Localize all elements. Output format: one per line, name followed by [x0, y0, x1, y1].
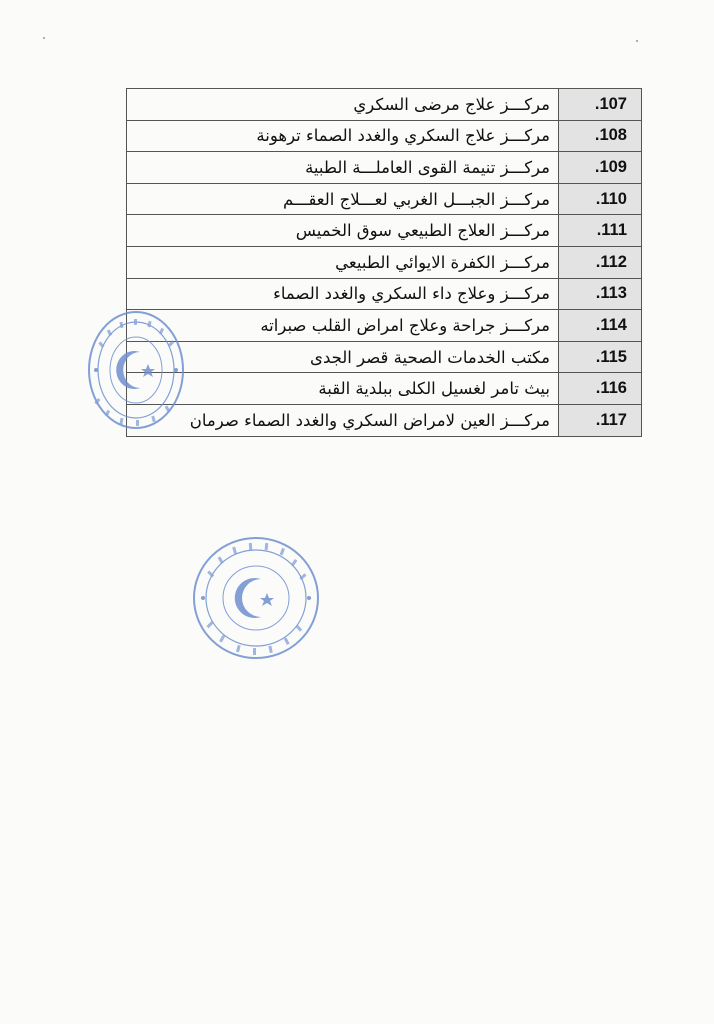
table-row	[127, 373, 642, 405]
facility-name-cell: مركـــز علاج مرضى السكري	[127, 89, 559, 121]
table-row	[127, 89, 642, 121]
table-row	[127, 310, 642, 342]
row-number-cell: .116	[559, 373, 642, 405]
table-row	[127, 152, 642, 184]
facility-name-cell: مركـــز جراحة وعلاج امراض القلب صبراته	[127, 310, 559, 342]
row-number-cell: .115	[559, 341, 642, 373]
row-number-cell: .112	[559, 246, 642, 278]
table-row	[127, 404, 642, 436]
table-row	[127, 278, 642, 310]
facility-name-cell: مركـــز تنيمة القوى العاملـــة الطبية	[127, 152, 559, 184]
facility-name-cell: مكتب الخدمات الصحية قصر الجدى	[127, 341, 559, 373]
facility-name-cell: مركـــز الكفرة الايوائي الطبيعي	[127, 246, 559, 278]
row-number-cell: .113	[559, 278, 642, 310]
table-row	[127, 246, 642, 278]
facility-name-cell: مركـــز العين لامراض السكري والغدد الصماء صرمان	[127, 404, 559, 436]
facility-name-cell: مركـــز وعلاج داء السكري والغدد الصماء	[127, 278, 559, 310]
scan-speck	[43, 37, 45, 39]
table-row	[127, 120, 642, 152]
row-number-cell: .107	[559, 89, 642, 121]
row-number-cell: .111	[559, 215, 642, 247]
facility-name-cell: مركـــز العلاج الطبيعي سوق الخميس	[127, 215, 559, 247]
table-row	[127, 341, 642, 373]
facility-table	[126, 88, 642, 437]
table-row	[127, 215, 642, 247]
facility-name-cell: مركـــز الجبـــل الغربي لعـــلاج العقـــم	[127, 183, 559, 215]
seal-upper-stamp	[86, 308, 186, 432]
table-row	[127, 183, 642, 215]
row-number-cell: .110	[559, 183, 642, 215]
row-number-cell: .117	[559, 404, 642, 436]
row-number-cell: .109	[559, 152, 642, 184]
facility-name-cell: بيث تامر لغسيل الكلى ببلدية القبة	[127, 373, 559, 405]
row-number-cell: .108	[559, 120, 642, 152]
facility-name-cell: مركـــز علاج السكري والغدد الصماء ترهونة	[127, 120, 559, 152]
scan-speck	[636, 40, 638, 42]
row-number-cell: .114	[559, 310, 642, 342]
seal-lower-stamp	[191, 535, 321, 661]
